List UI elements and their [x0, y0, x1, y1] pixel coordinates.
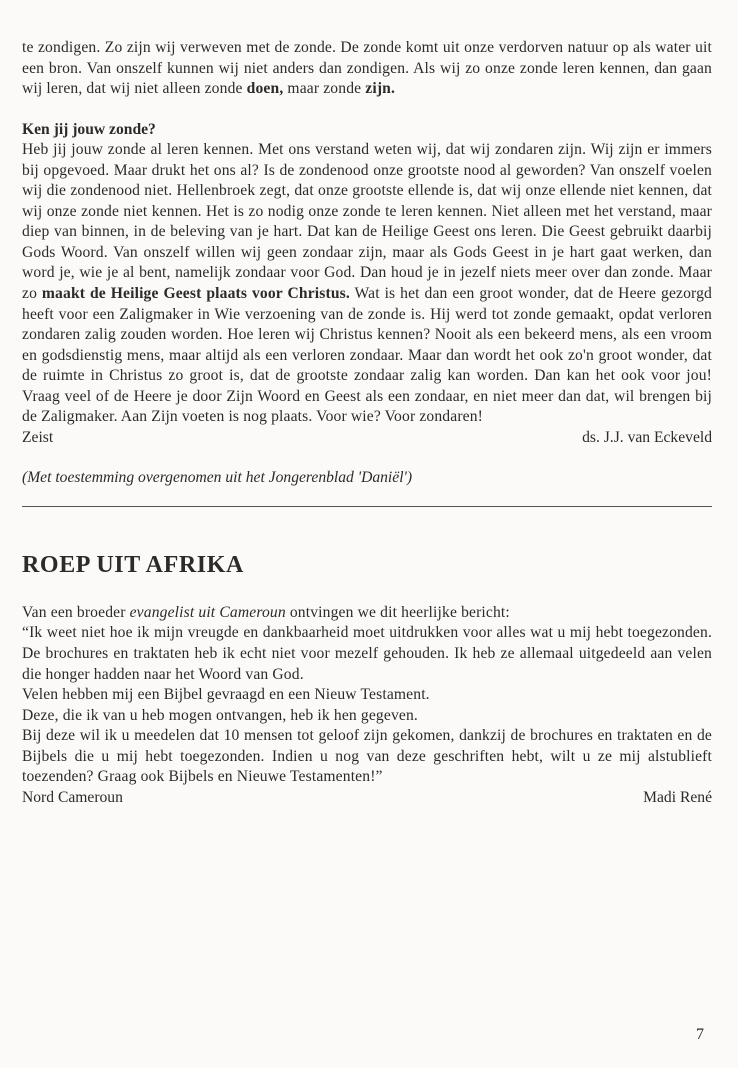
letter-paragraph-2: Velen hebben mij een Bijbel gevraagd en een Nieuw Testament.: [22, 686, 430, 704]
paragraph-intro-text: te zondigen. Zo zijn wij verweven met de zonde. De zonde komt uit onze verdorven natuur op als water uit een bron. Van onszelf kunnen wij niet anders dan zondigen. Als wij zo onze zonde leren kennen, dan gaan wij leren, dat wij niet alleen zonde: [22, 39, 712, 98]
place-nord-cameroun: Nord Cameroun: [22, 788, 123, 806]
letter-paragraph-3: Deze, die ik van u heb mogen ontvangen, heb ik hen gegeven.: [22, 706, 418, 724]
intro-pre: Van een broeder: [22, 603, 130, 621]
credit-line: (Met toestemming overgenomen uit het Jongerenblad 'Daniël'): [22, 469, 413, 487]
letter-paragraph-1: “Ik weet niet hoe ik mijn vreugde en dankbaarheid moet uitdrukken voor alles wat u mij hebt toegezonden. De brochures en traktaten heb ik echt niet voor mezelf gehouden. Ik heb ze allemaal uitgedeeld aan velen die honger hadden naar het Woord van God.: [22, 624, 712, 683]
intro-italic: evangelist uit Cameroun: [129, 603, 286, 621]
article-intro: [22, 603, 712, 624]
letter-paragraph-4: Bij deze wil ik u meedelen dat 10 mensen tot geloof zijn gekomen, dankzij de brochures en traktaten en de Bijbels die u mij hebt toegezonden. Indien u nog van deze geschriften hebt, wilt u ze mij alstublieft toezenden? Graag ook Bijbels en Nieuwe Testamenten!”: [22, 727, 712, 786]
paragraph-main-text2: Wat is het dan een groot wonder, dat de Heere gezorgd heeft voor een Zaligmaker in Wie verzoening van de zonde is. Hij werd tot zonde gemaakt, opdat verloren zondaren zalig zouden worden. Hoe leren wij Christus kennen? Nooit als een bekeerd mens, als een vroom en godsdienstig mens, maar altijd als een verloren zondaar. Maar dan wordt het ook zo'n groot wonder, dat de ruimte in Christus zo groot is, dat de grootste zondaar zalig kan worden. Dan kan het ook voor jou! Vraag veel of de Heere je door Zijn Woord en Geest als een zondaar, en niet meer dan dat, wil brengen bij de Zaligmaker. Aan Zijn voeten is nog plaats. Voor wie? Voor zondaren!: [22, 285, 712, 426]
signature-row: [22, 428, 712, 449]
section-heading: Ken jij jouw zonde?: [22, 120, 156, 138]
paragraph-main-text1: Heb jij jouw zonde al leren kennen. Met ons verstand weten wij, dat wij zondaren zijn. Wij zijn er immers bij opgevoed. Maar drukt het ons al? Is de zondenood onze grootste nood al geworden? Van onszelf voelen wij die zondenood niet. Hellenbroek zegt, dat onze grootste ellende is, dat wij onze ellende niet kennen, dat wij onze zonde niet kennen. Het is zo nodig onze zonde te leren kennen. Niet alleen met het verstand, maar diep van binnen, in de beleving van je hart. Dat kan de Heilige Geest ons leren. Die Geest gebruikt daarbij Gods Woord. Van onszelf willen wij geen zondaar zijn, maar als Gods Geest in je hart gaat werken, dan word je, wie je al bent, namelijk zondaar voor God. Dan houd je in jezelf niets meer over dan zonde. Maar zo: [22, 141, 712, 303]
paragraph-intro-mid: maar zonde: [283, 80, 366, 98]
page-content: [22, 38, 712, 808]
section-divider: [22, 506, 712, 507]
page-number: 7: [696, 1026, 704, 1043]
bold-doen: doen,: [246, 80, 284, 98]
letter-signature-row: [22, 788, 712, 809]
letter-author: Madi René: [643, 788, 712, 806]
bold-zijn: zijn.: [365, 80, 396, 98]
article-title: ROEP UIT AFRIKA: [22, 551, 244, 578]
paragraph-main: [22, 140, 712, 428]
intro-post: ontvingen we dit heerlijke bericht:: [285, 603, 510, 621]
paragraph-intro: [22, 38, 712, 100]
author-name: ds. J.J. van Eckeveld: [582, 428, 712, 446]
place-zeist: Zeist: [22, 428, 54, 446]
bold-christus: maakt de Heilige Geest plaats voor Christus.: [41, 285, 350, 303]
